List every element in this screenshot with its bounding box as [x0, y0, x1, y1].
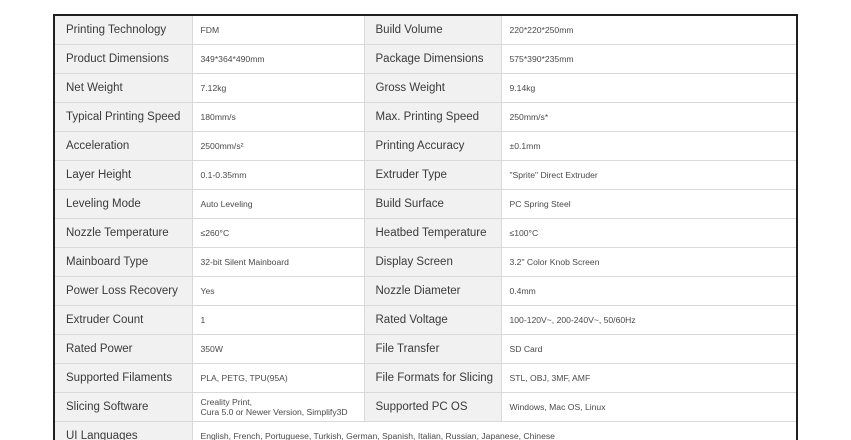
spec-row-ui-languages: [54, 422, 797, 440]
spec-label: Rated Power: [54, 335, 192, 364]
spec-label: Display Screen: [364, 248, 501, 277]
spec-label: Net Weight: [54, 74, 192, 103]
spec-label: Typical Printing Speed: [54, 103, 192, 132]
spec-label: Nozzle Diameter: [364, 277, 501, 306]
spec-value: 3.2" Color Knob Screen: [501, 248, 797, 277]
spec-label: Build Volume: [364, 15, 501, 45]
spec-value: 0.1-0.35mm: [192, 161, 364, 190]
spec-label: Gross Weight: [364, 74, 501, 103]
spec-value: 180mm/s: [192, 103, 364, 132]
spec-label: Package Dimensions: [364, 45, 501, 74]
spec-value: 9.14kg: [501, 74, 797, 103]
spec-label: Leveling Mode: [54, 190, 192, 219]
spec-row: [54, 335, 797, 364]
spec-value-line: Cura 5.0 or Newer Version, Simplify3D: [200, 407, 348, 417]
spec-value: ±0.1mm: [501, 132, 797, 161]
specifications-table: [53, 14, 798, 440]
spec-label: Layer Height: [54, 161, 192, 190]
spec-label: Heatbed Temperature: [364, 219, 501, 248]
spec-row: [54, 393, 797, 422]
spec-label: Max. Printing Speed: [364, 103, 501, 132]
spec-value: PLA, PETG, TPU(95A): [192, 364, 364, 393]
spec-value: "Sprite" Direct Extruder: [501, 161, 797, 190]
spec-value: 32-bit Silent Mainboard: [192, 248, 364, 277]
spec-value: 0.4mm: [501, 277, 797, 306]
spec-value: ≤100°C: [501, 219, 797, 248]
spec-value: Yes: [192, 277, 364, 306]
spec-value: 575*390*235mm: [501, 45, 797, 74]
spec-label: Rated Voltage: [364, 306, 501, 335]
spec-row: [54, 15, 797, 45]
spec-row: [54, 248, 797, 277]
spec-value: [192, 393, 364, 422]
spec-value: 350W: [192, 335, 364, 364]
spec-value: 250mm/s*: [501, 103, 797, 132]
spec-row: [54, 161, 797, 190]
spec-row: [54, 190, 797, 219]
spec-value: PC Spring Steel: [501, 190, 797, 219]
spec-label: Supported PC OS: [364, 393, 501, 422]
spec-label: Power Loss Recovery: [54, 277, 192, 306]
spec-value: Auto Leveling: [192, 190, 364, 219]
spec-value: SD Card: [501, 335, 797, 364]
spec-row: [54, 306, 797, 335]
spec-value: 100-120V~, 200-240V~, 50/60Hz: [501, 306, 797, 335]
spec-label: Acceleration: [54, 132, 192, 161]
spec-row: [54, 277, 797, 306]
spec-row: [54, 132, 797, 161]
spec-label: Extruder Count: [54, 306, 192, 335]
spec-label: Supported Filaments: [54, 364, 192, 393]
spec-label: File Formats for Slicing: [364, 364, 501, 393]
spec-label: UI Languages: [54, 422, 192, 440]
spec-value: ≤260°C: [192, 219, 364, 248]
spec-label: Extruder Type: [364, 161, 501, 190]
spec-row: [54, 45, 797, 74]
spec-row: [54, 103, 797, 132]
spec-row: [54, 74, 797, 103]
spec-label: File Transfer: [364, 335, 501, 364]
spec-value: STL, OBJ, 3MF, AMF: [501, 364, 797, 393]
spec-label: Mainboard Type: [54, 248, 192, 277]
spec-value: 7.12kg: [192, 74, 364, 103]
spec-value: Windows, Mac OS, Linux: [501, 393, 797, 422]
spec-value: 349*364*490mm: [192, 45, 364, 74]
spec-row: [54, 364, 797, 393]
spec-label: Nozzle Temperature: [54, 219, 192, 248]
spec-label: Build Surface: [364, 190, 501, 219]
spec-value: English, French, Portuguese, Turkish, German, Spanish, Italian, Russian, Japanese, Chinese: [192, 422, 797, 440]
spec-label: Printing Technology: [54, 15, 192, 45]
spec-value: 2500mm/s²: [192, 132, 364, 161]
spec-label: Printing Accuracy: [364, 132, 501, 161]
spec-row: [54, 219, 797, 248]
spec-label: Product Dimensions: [54, 45, 192, 74]
spec-value: 220*220*250mm: [501, 15, 797, 45]
spec-value: FDM: [192, 15, 364, 45]
spec-label: Slicing Software: [54, 393, 192, 422]
spec-value-line: Creality Print,: [200, 397, 253, 407]
spec-value: 1: [192, 306, 364, 335]
